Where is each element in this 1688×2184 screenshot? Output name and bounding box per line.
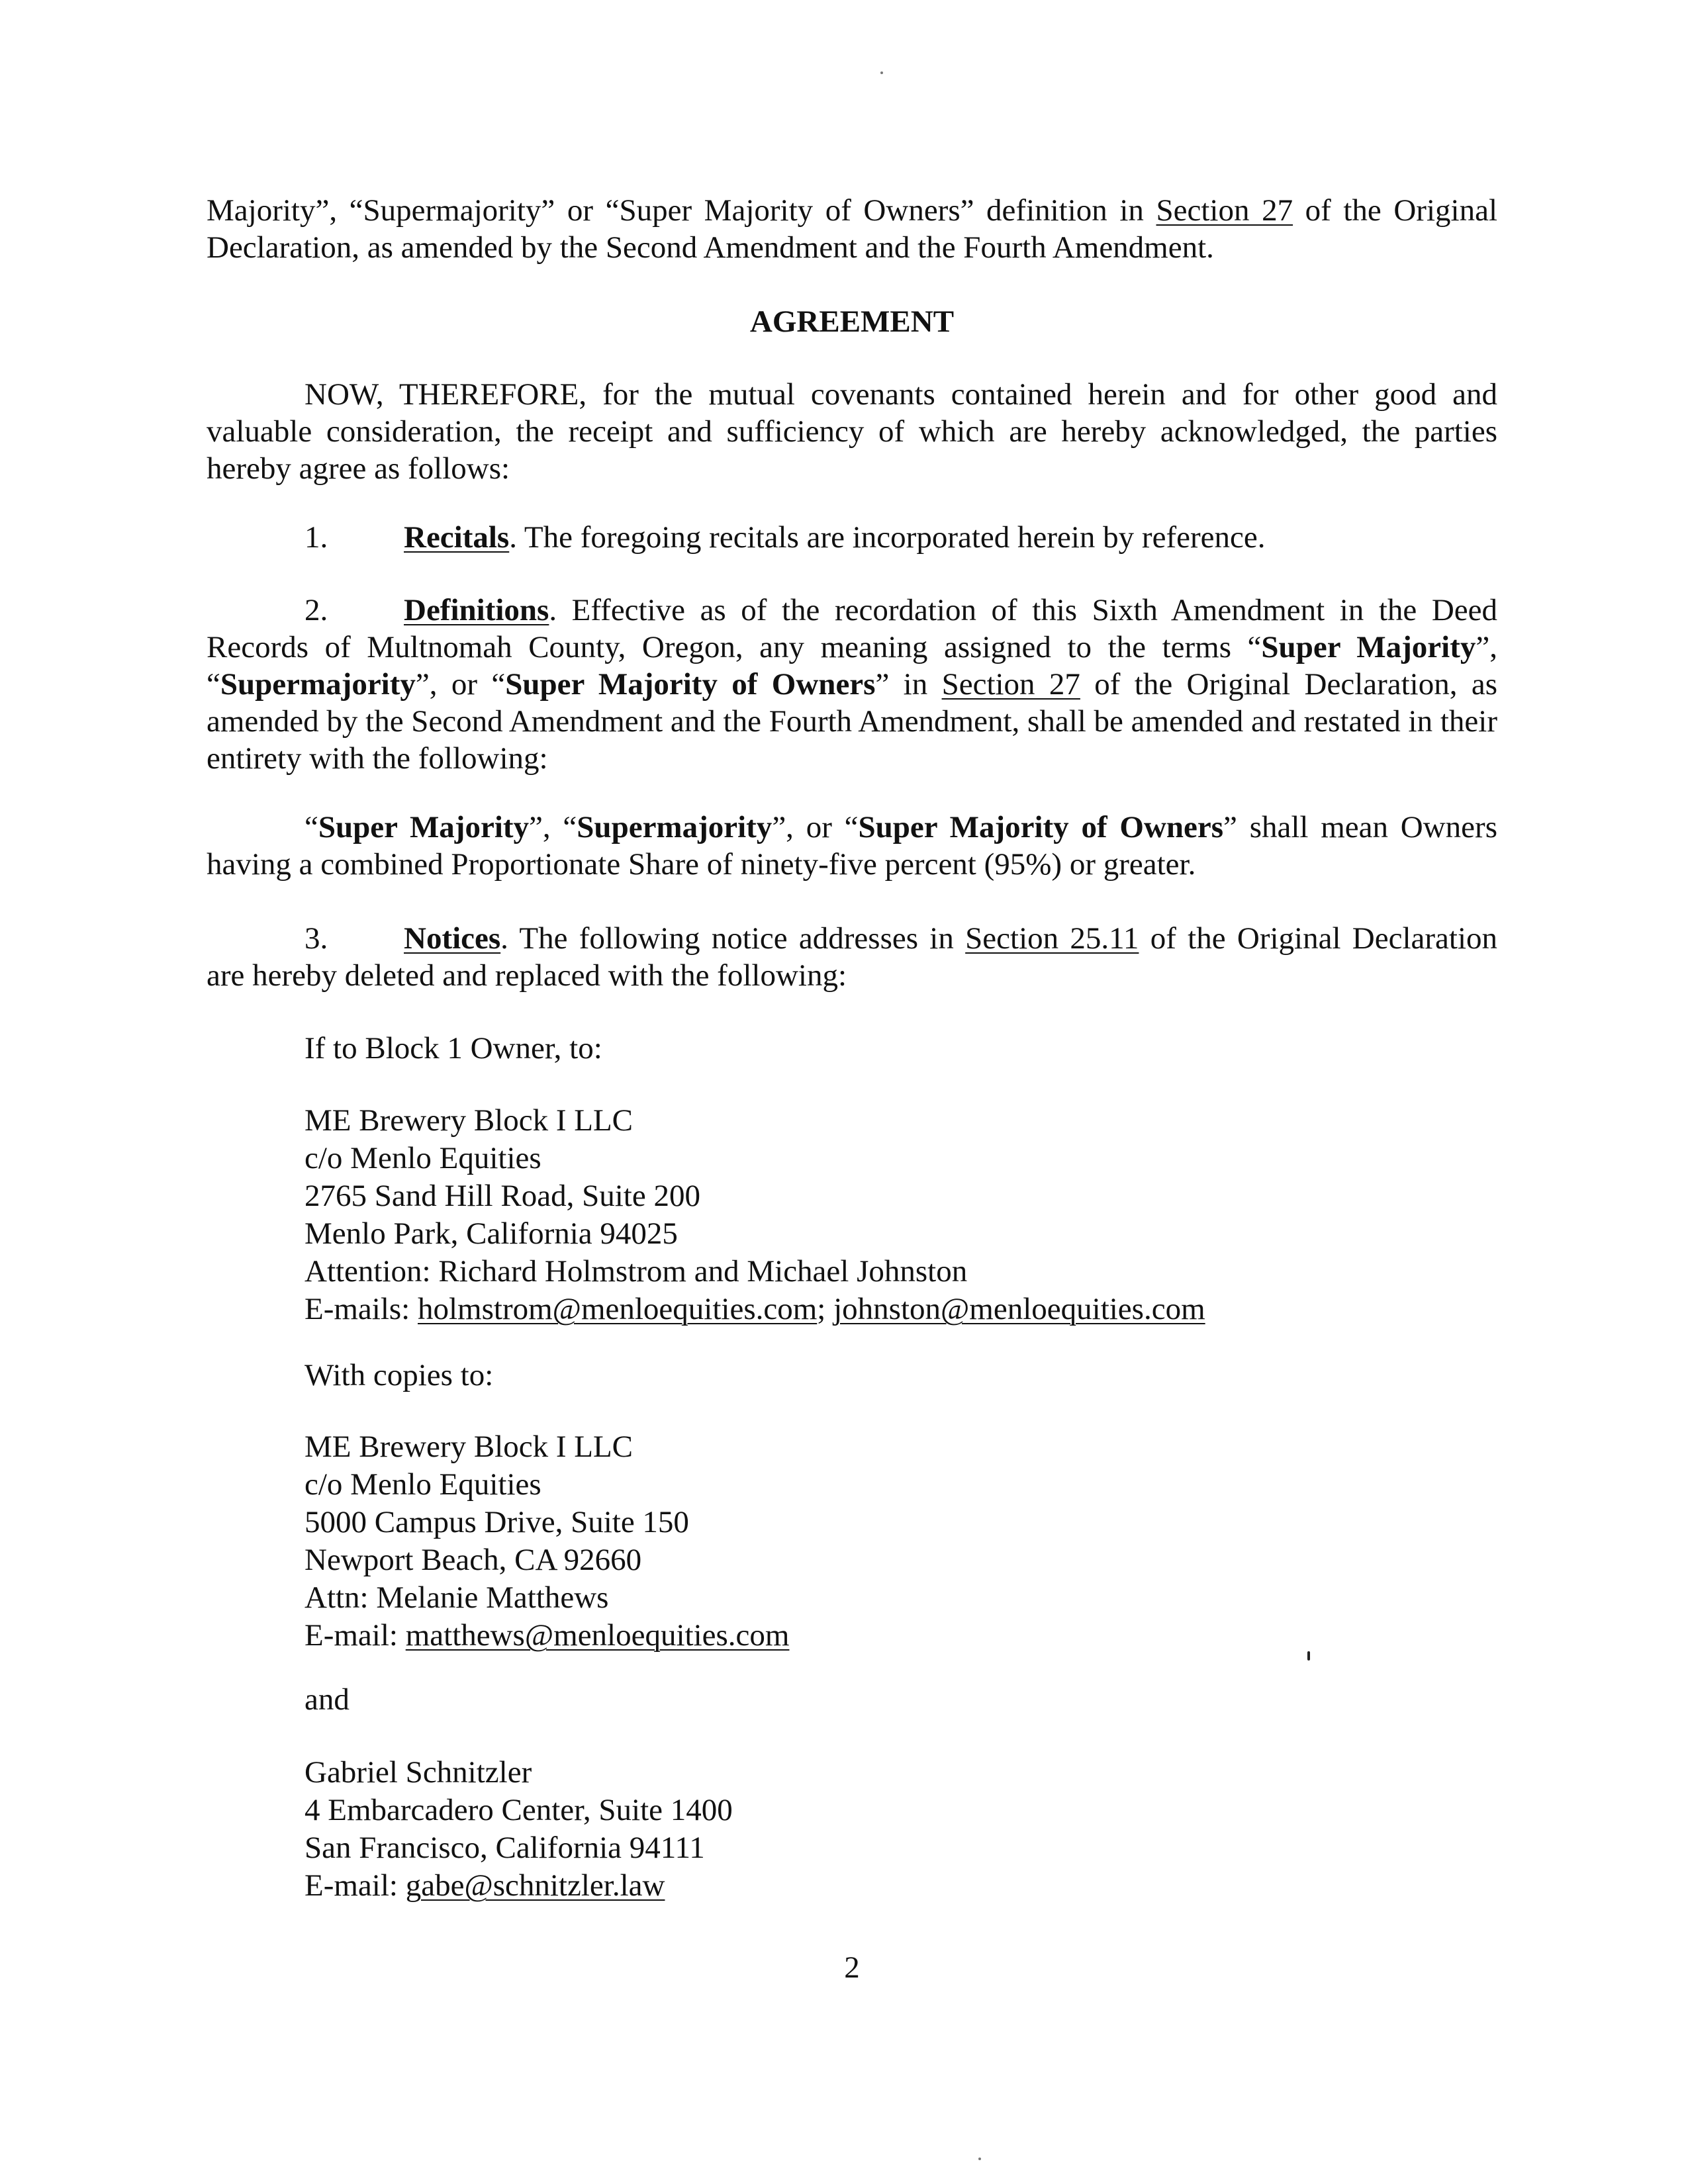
email-link-johnston[interactable]: johnston@menloequities.com [833, 1292, 1205, 1326]
notices-text: . The following notice addresses in [500, 921, 966, 956]
address-street: 5000 Campus Drive, Suite 150 [305, 1505, 689, 1539]
address-city: San Francisco, California 94111 [305, 1831, 705, 1865]
term-supermajority: Supermajority [220, 667, 416, 702]
definitions-text: . Effective as of the recordation of this Sixth Amendment in the Deed Records of Multnomah County, Oregon, any meaning assigned to the terms “ [207, 593, 1497, 664]
definitions-text: ”, or “ [415, 667, 506, 702]
email-label: E-mail: [305, 1868, 406, 1903]
term-super-majority: Super Majority [1261, 630, 1476, 664]
and-connector: and [305, 1682, 350, 1717]
address-name: Gabriel Schnitzler [305, 1755, 532, 1790]
term-super-majority-of-owners: Super Majority of Owners [858, 810, 1224, 844]
definition-text: ”, “ [529, 810, 577, 844]
address-care-of: c/o Menlo Equities [305, 1467, 541, 1502]
address-email-line [305, 1617, 789, 1655]
item-number: 2. [305, 593, 328, 627]
now-therefore-paragraph: NOW, THEREFORE, for the mutual covenants contained herein and for other good and valuable consideration, the receipt and sufficiency of which are hereby acknowledged, the parties hereby agree as follows: [207, 377, 1497, 486]
item-number: 3. [305, 921, 328, 956]
term-supermajority: Supermajority [577, 810, 773, 844]
definitions-text: of the Original Declaration, as amended by the Second Amendment and the Fourth Amendment, shall be amended and restated in their entirety with the following: [207, 667, 1497, 776]
scan-speck [978, 2158, 981, 2160]
address-name: ME Brewery Block I LLC [305, 1430, 633, 1464]
block1-intro: If to Block 1 Owner, to: [305, 1031, 602, 1066]
definition-paragraph [207, 809, 1497, 883]
address-name: ME Brewery Block I LLC [305, 1103, 633, 1138]
address-attention: Attn: Melanie Matthews [305, 1580, 609, 1615]
address-email-line [305, 1291, 1205, 1328]
definitions-item [207, 592, 1497, 777]
definition-text: “ [305, 810, 318, 844]
address-attention: Attention: Richard Holmstrom and Michael Johnston [305, 1254, 968, 1289]
term-super-majority: Super Majority [318, 810, 530, 844]
recitals-title: Recitals [404, 520, 510, 555]
notices-text: of the Original Declaration are hereby deleted and replaced with the following: [207, 921, 1498, 993]
notices-item [207, 920, 1497, 994]
term-super-majority-of-owners: Super Majority of Owners [505, 667, 876, 702]
email-link-schnitzler[interactable]: gabe@schnitzler.law [405, 1868, 665, 1903]
definitions-text: ”, “ [207, 630, 1497, 702]
intro-paragraph [207, 192, 1497, 266]
definition-text: ”, or “ [772, 810, 859, 844]
notices-title: Notices [404, 921, 501, 956]
email-link-matthews[interactable]: matthews@menloequities.com [405, 1618, 790, 1653]
page-number: 2 [844, 1950, 860, 1985]
definition-text: ” shall mean Owners having a combined Proportionate Share of ninety-five percent (95%) or greater. [207, 810, 1497, 882]
address-block-2 [305, 1428, 789, 1655]
agreement-heading: AGREEMENT [749, 304, 955, 339]
definitions-title: Definitions [404, 593, 549, 627]
email-label: E-mail: [305, 1618, 406, 1653]
definitions-text: ” in [875, 667, 942, 702]
address-city: Menlo Park, California 94025 [305, 1216, 678, 1251]
section-25-11-reference: Section 25.11 [965, 921, 1139, 956]
section-27-reference: Section 27 [941, 667, 1080, 702]
email-separator: ; [817, 1292, 834, 1326]
address-block-3 [305, 1754, 733, 1905]
address-block-1 [305, 1102, 1205, 1328]
recitals-item [207, 519, 1497, 556]
copies-intro: With copies to: [305, 1358, 494, 1392]
address-email-line [305, 1867, 733, 1905]
email-link-holmstrom[interactable]: holmstrom@menloequities.com [418, 1292, 818, 1326]
scan-mark [1307, 1651, 1310, 1661]
item-number: 1. [305, 520, 328, 555]
email-label: E-mails: [305, 1292, 418, 1326]
intro-text: Majority”, “Supermajority” or “Super Majority of Owners” definition in [207, 193, 1156, 228]
scan-speck [880, 71, 883, 74]
address-care-of: c/o Menlo Equities [305, 1141, 541, 1175]
recitals-text: . The foregoing recitals are incorporated herein by reference. [509, 520, 1266, 555]
section-27-reference: Section 27 [1156, 193, 1293, 228]
address-street: 2765 Sand Hill Road, Suite 200 [305, 1179, 700, 1213]
intro-text-end: of the Original Declaration, as amended by the Second Amendment and the Fourth Amendment. [207, 193, 1497, 265]
address-city: Newport Beach, CA 92660 [305, 1543, 642, 1577]
address-street: 4 Embarcadero Center, Suite 1400 [305, 1793, 733, 1827]
